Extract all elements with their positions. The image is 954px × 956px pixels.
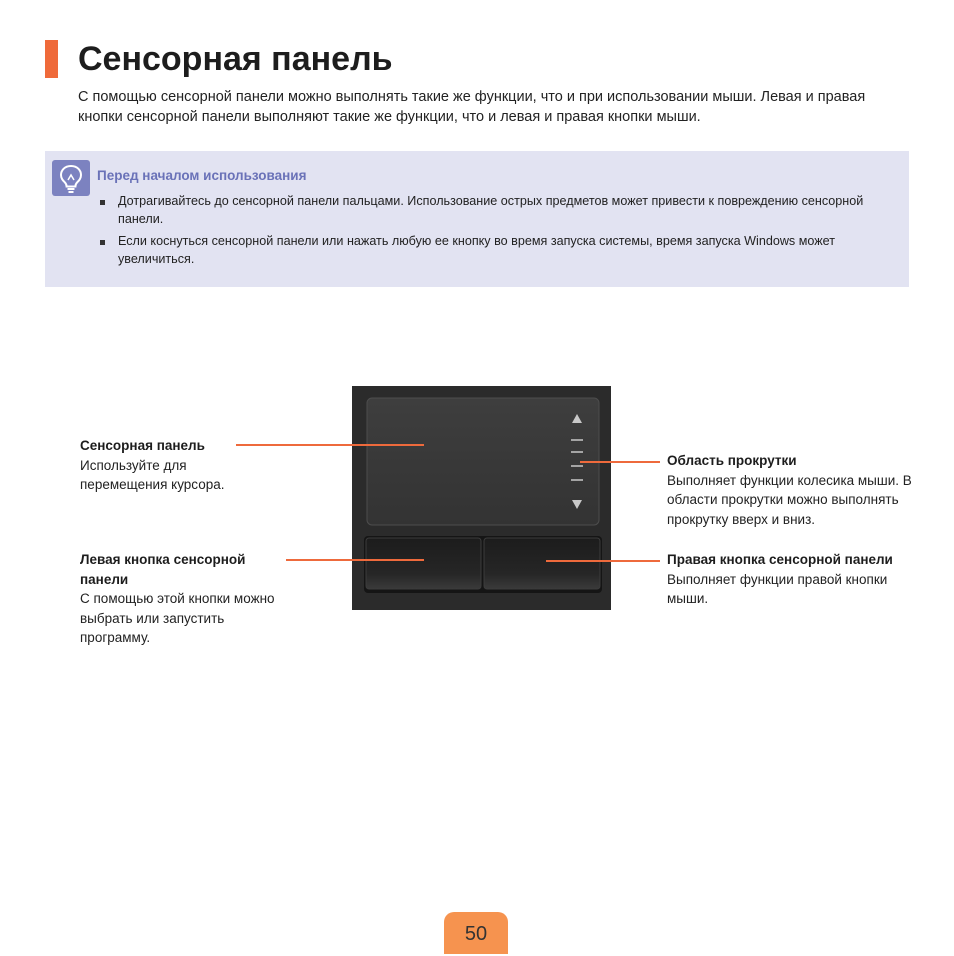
note-title: Перед началом использования [97, 168, 307, 183]
callout-scroll-title: Область прокрутки [667, 453, 797, 468]
page-title: Сенсорная панель [78, 40, 393, 78]
callout-scroll-text: Выполняет функции колесика мыши. В области прокрутки можно выполнять прокрутку вверх и вниз. [667, 472, 912, 527]
callout-right-button-text: Выполняет функции правой кнопки мыши. [667, 571, 888, 606]
callout-touchpad-text: Используйте для перемещения курсора. [80, 457, 225, 492]
note-item-text: Если коснуться сенсорной панели или нажать любую ее кнопку во время запуска системы, время запуска Windows может увеличиться. [118, 234, 836, 266]
callout-right-button-title: Правая кнопка сенсорной панели [667, 552, 893, 567]
callout-left-button [80, 550, 290, 648]
callout-right-button [667, 550, 912, 609]
callout-touchpad [80, 436, 240, 495]
callout-left-button-text: С помощью этой кнопки можно выбрать или запустить программу. [80, 591, 275, 645]
callout-touchpad-title: Сенсорная панель [80, 438, 205, 453]
callout-scroll [667, 451, 912, 529]
intro-paragraph: С помощью сенсорной панели можно выполнять такие же функции, что и при использовании мыши. Левая и правая кнопки сенсорной панели выполняют такие же функции, что и левая и правая кнопки мыши. [78, 89, 866, 125]
note-item-text: Дотрагивайтесь до сенсорной панели пальцами. Использование острых предметов может привести к повреждению сенсорной панели. [118, 194, 864, 226]
callout-left-button-title: Левая кнопка сенсорной панели [80, 552, 246, 587]
page-number: 50 [444, 912, 508, 954]
